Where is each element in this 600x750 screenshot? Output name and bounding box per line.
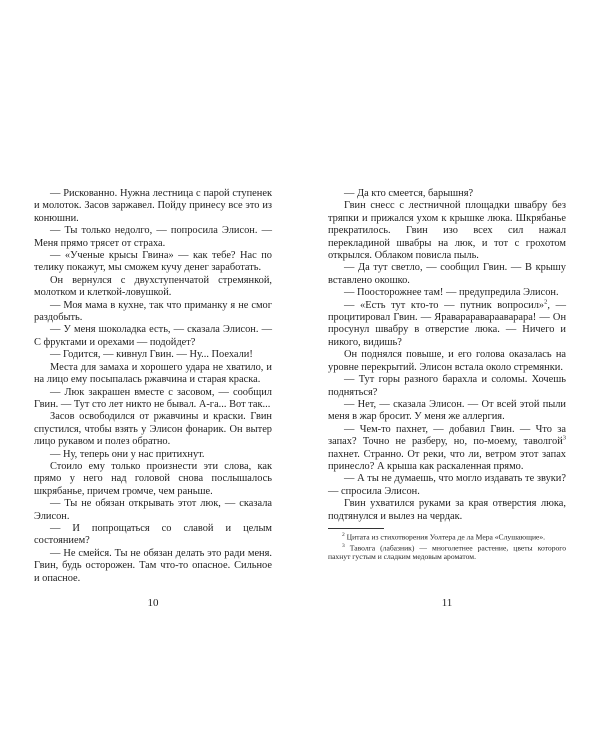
- paragraph: — Поосторожнее там! — предупредила Элисон.: [344, 287, 559, 299]
- footnote-rule: [328, 528, 384, 529]
- paragraph-text: пахнет. Странно. От реки, что ли, ветром этот запах принесло? А крыша как раскаленная прямо.: [328, 448, 566, 472]
- paragraph: — Люк закрашен вместе с засовом, — сообщил Гвин. — Тут сто лет никто не бывал. А-га... Вот так...: [34, 386, 272, 410]
- paragraph-text: , — процитировал Гвин. — Яраварараварааварара! — Он просунул швабру в отверстие люка. — Ничего и никого, видишь?: [328, 299, 566, 348]
- paragraph: Гвин ухватился руками за края отверстия люка, подтянулся и вылез на чердак.: [328, 498, 566, 522]
- paragraph: — «Ученые крысы Гвина» — как тебе? Нас по телику покажут, мы сможем кучу денег заработать.: [34, 250, 272, 274]
- page-number-right: 11: [441, 597, 453, 609]
- paragraph: — И попрощаться со славой и целым состоянием?: [34, 522, 272, 547]
- footnote: [328, 531, 566, 542]
- left-page: [34, 188, 272, 585]
- paragraph: — Ты только недолго, — попросила Элисон. — Меня прямо трясет от страха.: [34, 225, 272, 249]
- paragraph-with-footnote: [328, 424, 566, 474]
- footnote-text: Таволга (лабазник) — многолетнее растение, цветы которого пахнут густым и сладким медовым ароматом.: [328, 543, 567, 562]
- footnotes: [328, 528, 566, 561]
- paragraph: Засов освободился от ржавчины и краски. Гвин спустился, чтобы взять у Элисон фонарик. Он вытер лицо рукавом и полез обратно.: [34, 411, 272, 448]
- paragraph: — Рискованно. Нужна лестница с парой ступенек и молоток. Засов заржавел. Пойду принесу все это из конюшни.: [34, 188, 272, 224]
- right-page: [328, 188, 566, 561]
- paragraph: Стоило ему только произнести эти слова, как прямо у него над головой снова послышалось шкрябанье, причем громче, чем раньше.: [34, 460, 272, 497]
- paragraph: — Моя мама в кухне, так что приманку я не смог раздобыть.: [34, 299, 272, 324]
- paragraph: — Нет, — сказала Элисон. — От всей этой пыли меня в жар бросит. У меня же аллергия.: [328, 398, 566, 423]
- paragraph: Он вернулся с двухступенчатой стремянкой, молотком и клеткой-ловушкой.: [34, 274, 272, 299]
- paragraph: — Да тут светло, — сообщил Гвин. — В крышу вставлено окошко.: [328, 262, 566, 286]
- paragraph: — Не смейся. Ты не обязан делать это ради меня. Гвин, будь осторожен. Там что-то опасное. Сильное и опасное.: [34, 547, 272, 584]
- paragraph: — У меня шоколадка есть, — сказала Элисон. — С фруктами и орехами — подойдет?: [34, 324, 272, 348]
- page-number-left: 10: [147, 597, 159, 609]
- paragraph: Места для замаха и хорошего удара не хватило, и на лицо ему посыпалась ржавчина и старая краска.: [34, 361, 272, 386]
- paragraph-text: — Чем-то пахнет, — добавил Гвин. — Что за запах? Точно не разберу, но, по-моему, таволгой: [328, 423, 566, 448]
- footnote-ref: 3: [562, 434, 566, 442]
- paragraph-with-footnote: [328, 300, 566, 350]
- paragraph: — Тут горы разного барахла и соломы. Хочешь подняться?: [328, 374, 566, 398]
- footnote-mark: 2: [342, 531, 345, 538]
- footnote-mark: 3: [342, 542, 345, 549]
- footnote-text: Цитата из стихотворения Уолтера де ла Мера «Слушающие».: [346, 532, 546, 542]
- paragraph: Он поднялся повыше, и его голова оказалась на уровне перекрытий. Элисон встала около стремянки.: [328, 349, 566, 373]
- paragraph: — Ты не обязан открывать этот люк, — сказала Элисон.: [34, 498, 272, 522]
- paragraph: — Да кто смеется, барышня?: [344, 188, 474, 199]
- footnote: [328, 542, 566, 562]
- paragraph: — А ты не думаешь, что могло издавать те звуки? — спросила Элисон.: [328, 473, 566, 497]
- paragraph-text: — «Есть тут кто-то — путник вопросил»: [344, 299, 545, 311]
- paragraph: — Годится, — кивнул Гвин. — Ну... Поехали!: [50, 349, 253, 361]
- footnote-ref: 2: [544, 298, 548, 306]
- paragraph: Гвин снесс с лестничной площадки швабру без тряпки и прижался ухом к крышке люка. Шкрябанье прекратилось. Гвин изо всех сил нажал перекладиной швабры на люк, и тот с грохотом открылся. Облаком повисла пыль.: [328, 200, 566, 262]
- paragraph: — Ну, теперь они у нас притихнут.: [50, 448, 205, 460]
